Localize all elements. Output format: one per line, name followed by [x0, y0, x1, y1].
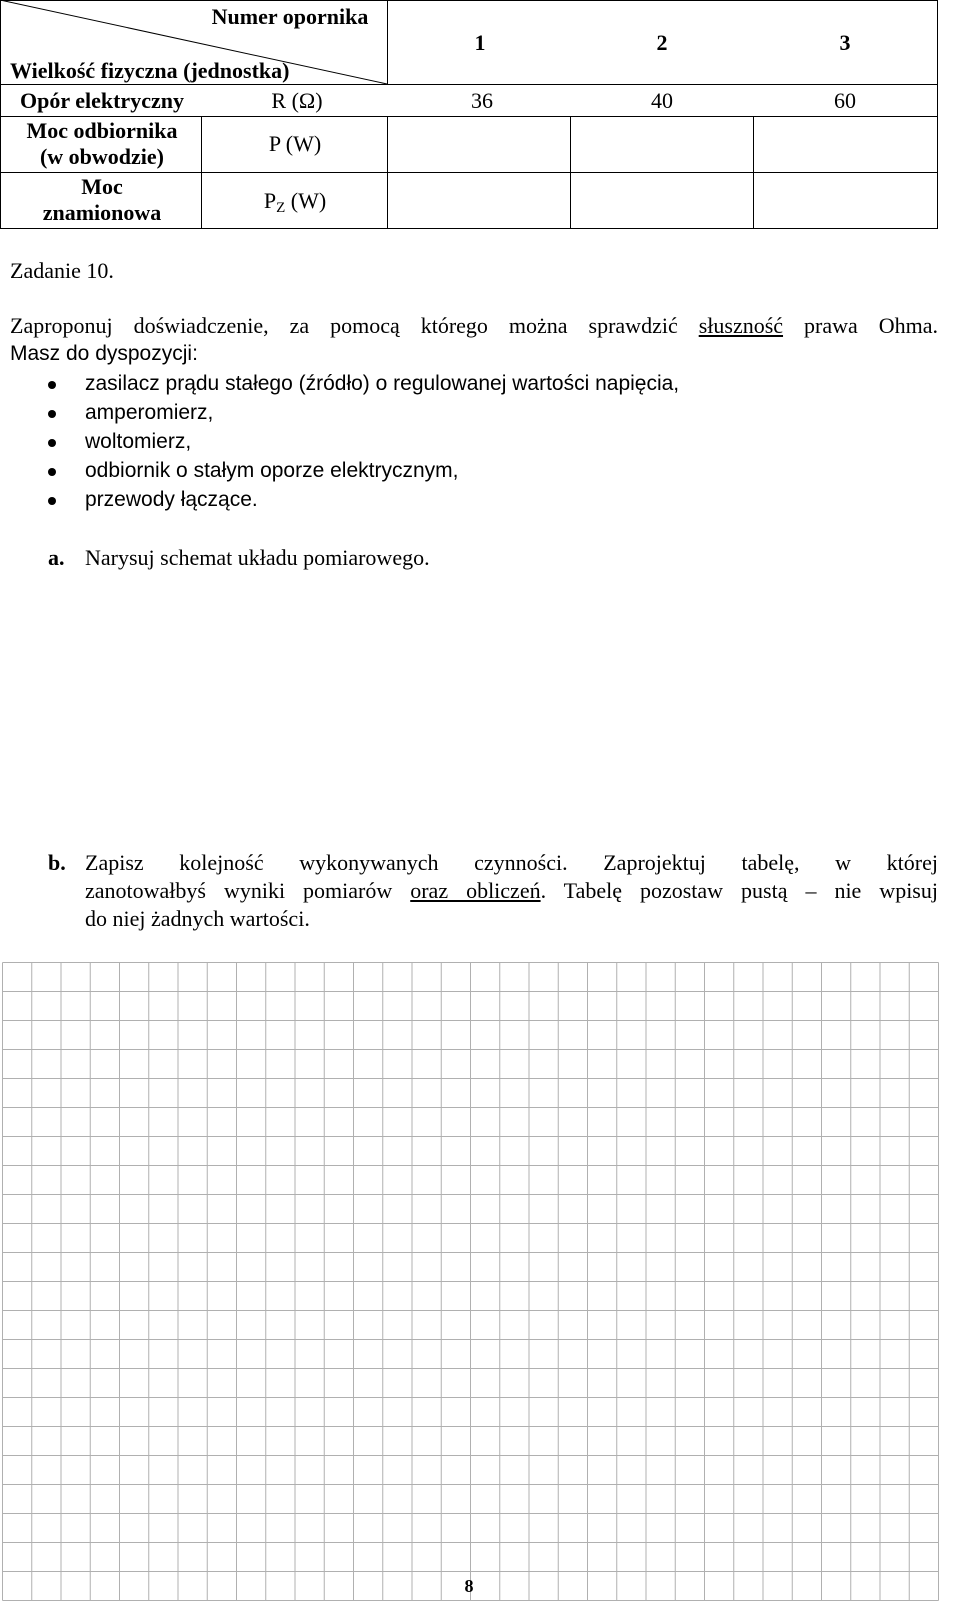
header-top-label: Numer opornika	[211, 4, 369, 29]
available-label: Masz do dyspozycji:	[10, 342, 198, 365]
row-rated-power-name-line1: Moc	[81, 174, 123, 199]
row-power-name-line2: (w obwodzie)	[39, 144, 165, 169]
task-intro: Zaproponuj doświadczenie, za pomocą którego można sprawdzić słuszność prawa Ohma.	[10, 313, 938, 338]
list-item: odbiornik o stałym oporze elektrycznym,	[85, 459, 459, 482]
bullet-icon	[48, 497, 56, 505]
part-a-letter: a.	[48, 545, 65, 570]
column-number-3: 3	[839, 30, 851, 55]
part-b-letter: b.	[48, 850, 66, 875]
part-b-line2: zanotowałbyś wyniki pomiarów oraz obliczeń. Tabelę pozostaw pustą – nie wpisuj	[85, 878, 938, 903]
row-resistance-value-3: 60	[834, 88, 856, 113]
part-a-text: Narysuj schemat układu pomiarowego.	[85, 545, 430, 570]
row-rated-power-unit: $P_Z$ (W)	[263, 188, 327, 216]
column-number-1: 1	[474, 30, 486, 55]
list-item: amperomierz,	[85, 401, 214, 424]
row-resistance-unit: R (Ω)	[271, 88, 323, 113]
column-number-2: 2	[656, 30, 668, 55]
row-resistance-value-2: 40	[651, 88, 673, 113]
row-rated-power-name-line2: znamionowa	[42, 200, 162, 225]
task-title: Zadanie 10.	[10, 258, 114, 283]
bullet-icon	[48, 468, 56, 476]
list-item: woltomierz,	[85, 430, 192, 453]
part-b-line3: do niej żadnych wartości.	[85, 906, 310, 931]
bullet-icon	[48, 381, 56, 389]
header-bottom-label: Wielkość fizyczna (jednostka)	[10, 58, 290, 83]
bullet-icon	[48, 410, 56, 418]
page-number: 8	[464, 1576, 474, 1596]
row-resistance-value-1: 36	[471, 88, 493, 113]
row-power-unit: P (W)	[268, 131, 322, 156]
bullet-icon	[48, 439, 56, 447]
answer-grid[interactable]	[2, 962, 940, 1602]
list-item: zasilacz prądu stałego (źródło) o regulowanej wartości napięcia,	[85, 372, 680, 395]
row-resistance-name: Opór elektryczny	[20, 88, 184, 113]
list-item: przewody łączące.	[85, 488, 258, 511]
part-b-line1: Zapisz kolejność wykonywanych czynności. Zaprojektuj tabelę, w której	[85, 850, 938, 875]
row-power-name-line1: Moc odbiornika	[26, 118, 178, 143]
